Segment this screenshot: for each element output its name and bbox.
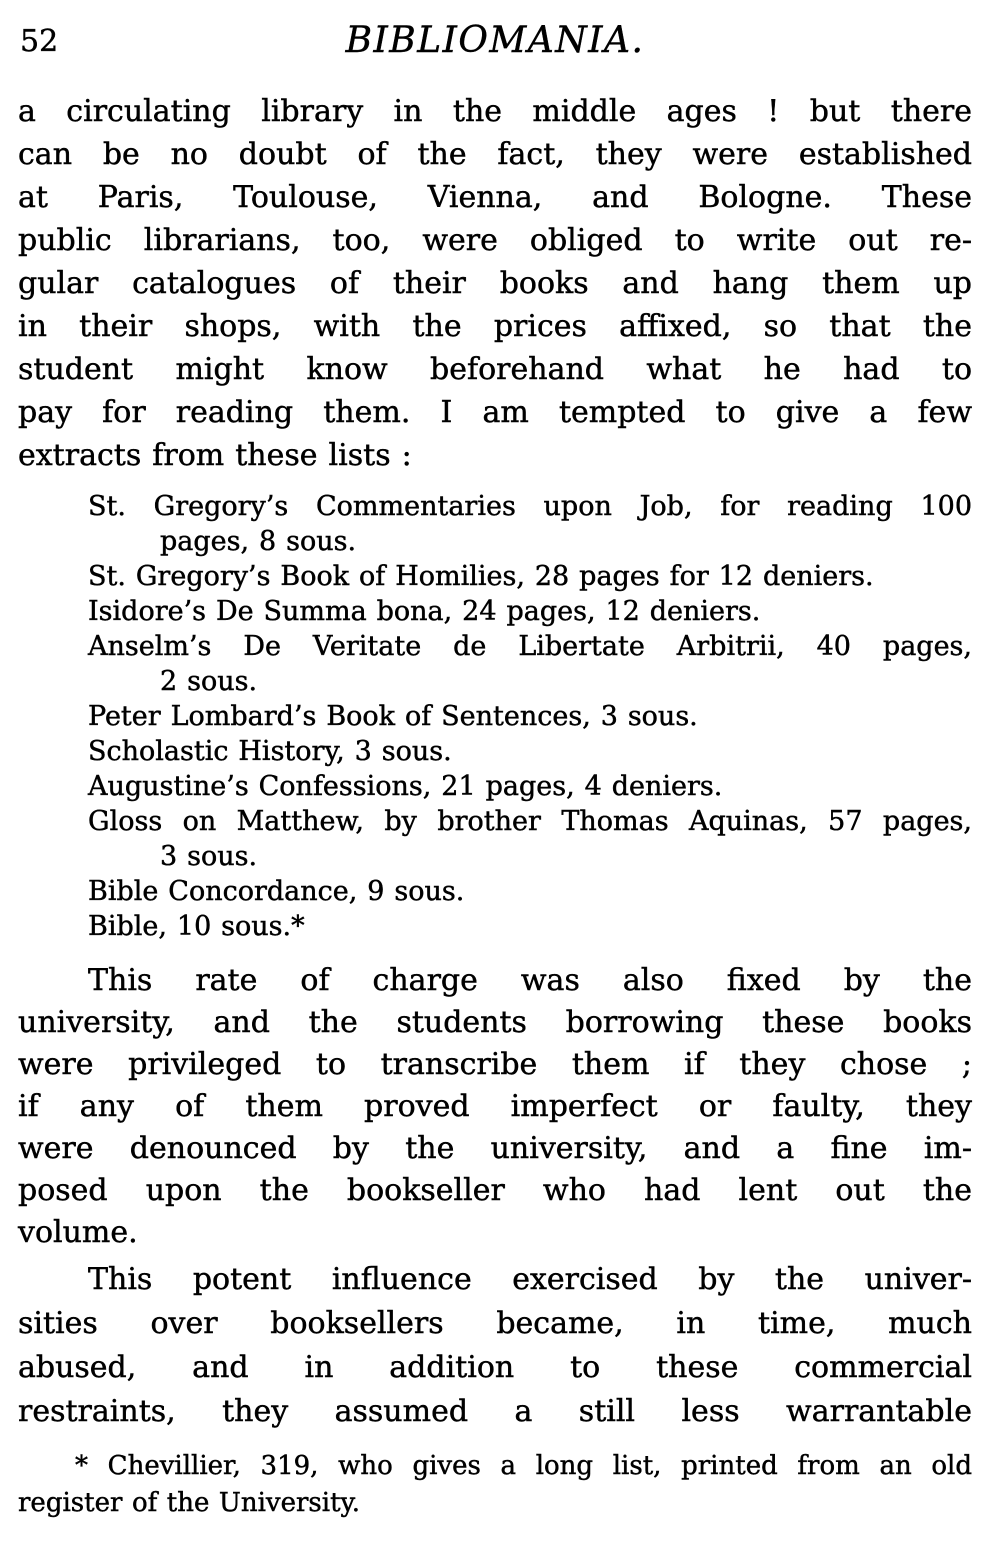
text-line: * Chevillier, 319, who gives a long list, printed from an old [75,1451,972,1481]
text-line: Augustine’s Confessions, 21 pages, 4 deniers. [88,771,723,802]
text-line: This potent influence exercised by the univer- [88,1262,972,1297]
text-line: This rate of charge was also fixed by the [88,963,972,998]
text-line: were denounced by the university, and a fine im- [18,1131,972,1166]
footnote [18,1448,972,1522]
price-list [18,489,972,944]
text-line: Gloss on Matthew, by brother Thomas Aquinas, 57 pages, [88,806,972,837]
text-line: were privileged to transcribe them if they chose ; [18,1047,972,1082]
text-line: 3 sous. [160,841,258,872]
text-line: Scholastic History, 3 sous. [88,736,452,767]
text-line: St. Gregory’s Book of Homilies, 28 pages for 12 deniers. [88,561,874,592]
text-line: if any of them proved imperfect or faulty, they [18,1089,972,1124]
text-line: volume. [18,1215,138,1250]
text-line: gular catalogues of their books and hang them up [18,266,972,301]
text-line: Bible, 10 sous.* [88,911,305,942]
page-header [18,20,972,68]
text-line: at Paris, Toulouse, Vienna, and Bologne. These [18,180,972,215]
text-line: in their shops, with the prices affixed, so that the [18,309,972,344]
text-line: abused, and in addition to these commercial [18,1350,972,1385]
text-line: pay for reading them. I am tempted to give a few [18,395,972,430]
text-line: student might know beforehand what he had to [18,352,972,387]
text-line: restraints, they assumed a still less warrantable [18,1394,972,1429]
text-line: can be no doubt of the fact, they were established [18,137,972,172]
text-line: register of the University. [18,1488,361,1518]
text-line: Peter Lombard’s Book of Sentences, 3 sous. [88,701,698,732]
text-line: Isidore’s De Summa bona, 24 pages, 12 deniers. [88,596,761,627]
text-line: Anselm’s De Veritate de Libertate Arbitrii, 40 pages, [88,631,972,662]
charge-paragraph [18,960,972,1254]
running-title: BIBLIOMANIA. [345,20,645,61]
text-line: St. Gregory’s Commentaries upon Job, for reading 100 [88,491,972,522]
text-line: extracts from these lists : [18,438,412,473]
intro-paragraph [18,90,972,477]
text-line: posed upon the bookseller who had lent out the [18,1173,972,1208]
text-line: pages, 8 sous. [160,526,357,557]
text-line: a circulating library in the middle ages ! but there [18,94,972,129]
page-number: 52 [20,24,59,59]
text-line: 2 sous. [160,666,258,697]
influence-paragraph [18,1258,972,1434]
text-line: sities over booksellers became, in time, much [18,1306,972,1341]
text-line: university, and the students borrowing these books [18,1005,972,1040]
text-line: Bible Concordance, 9 sous. [88,876,465,907]
text-line: public librarians, too, were obliged to write out re- [18,223,972,258]
